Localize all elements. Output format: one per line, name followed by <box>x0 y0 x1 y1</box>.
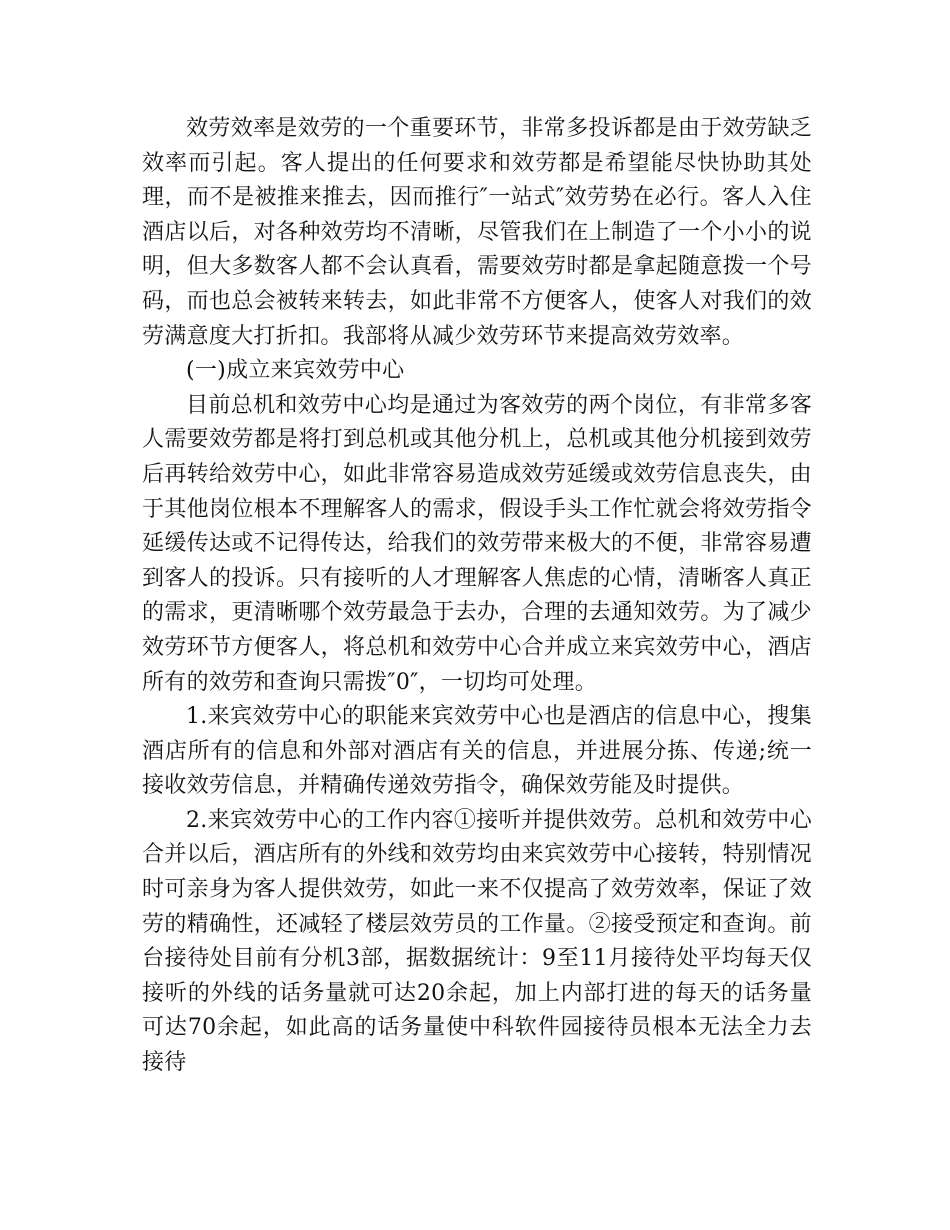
paragraph-center-work-content: 2.来宾效劳中心的工作内容①接听并提供效劳。总机和效劳中心合并以后，酒店所有的外线和效劳均由来宾效劳中心接转，特别情况时可亲身为客人提供效劳，如此一来不仅提高了效劳效率，保证了效劳的精确性，还减轻了楼层效劳员的工作量。②接受预定和查询。前台接待处目前有分机3部，据数据统计：9至11月接待处平均每天仅接听的外线的话务量就可达20余起，加上内部打进的每天的话务量可达70余起，如此高的话务量使中科软件园接待员根本无法全力去接待 <box>142 807 812 1076</box>
paragraph-center-functions: 1.来宾效劳中心的职能来宾效劳中心也是酒店的信息中心，搜集酒店所有的信息和外部对酒店有关的信息，并进展分拣、传递;统一接收效劳信息，并精确传递效劳指令，确保效劳能及时提供。 <box>142 704 812 799</box>
paragraph-service-efficiency: 效劳效率是效劳的一个重要环节，非常多投诉都是由于效劳缺乏效率而引起。客人提出的任何要求和效劳都是希望能尽快协助其处理，而不是被推来推去，因而推行″一站式″效劳势在必行。客人入住酒店以后，对各种效劳均不清晰，尽管我们在上制造了一个小小的说明，但大多数客人都不会认真看，需要效劳时都是拿起随意拨一个号码，而也总会被转来转去，如此非常不方便客人，使客人对我们的效劳满意度大打折扣。我部将从减少效劳环节来提高效劳效率。 <box>142 116 812 349</box>
document-page <box>142 112 812 1081</box>
paragraph-operator-and-service-center: 目前总机和效劳中心均是通过为客效劳的两个岗位，有非常多客人需要效劳都是将打到总机或其他分机上，总机或其他分机接到效劳后再转给效劳中心，如此非常容易造成效劳延缓或效劳信息丧失，由于其他岗位根本不理解客人的需求，假设手头工作忙就会将效劳指令延缓传达或不记得传达，给我们的效劳带来极大的不便，非常容易遭到客人的投诉。只有接听的人才理解客人焦虑的心情，清晰客人真正的需求，更清晰哪个效劳最急于去办，合理的去通知效劳。为了减少效劳环节方便客人，将总机和效劳中心合并成立来宾效劳中心，酒店所有的效劳和查询只需拨″0″，一切均可处理。 <box>142 392 812 695</box>
section-heading-guest-service-center: (一)成立来宾效劳中心 <box>186 358 405 384</box>
